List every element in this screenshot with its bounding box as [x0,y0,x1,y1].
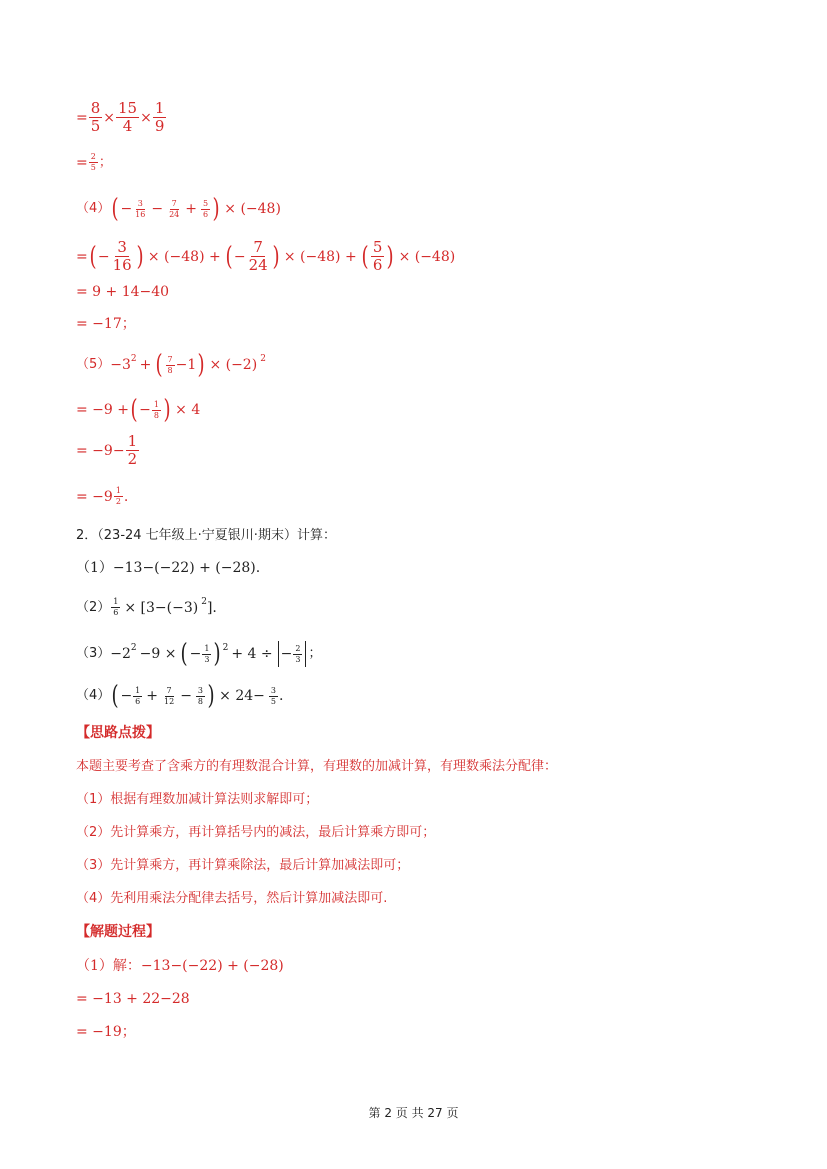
fraction: $\frac{7}{24}$ [169,198,180,219]
fraction: $\frac{15}{4}$ [118,99,138,135]
times-sign: × [103,109,116,126]
solution-line-2 [76,153,112,172]
fraction: $\frac{3}{16}$ [135,198,146,219]
expression-part: × [3−(−3) [124,599,199,616]
fraction: $\frac{8}{5}$ [90,99,101,135]
expression-tail: × (−2) [209,357,258,373]
expression-part: −1 [175,357,197,373]
solution-line-8 [76,434,140,467]
fraction: $\frac{1}{2}$ [127,432,138,468]
page-footer: 第 2 页 共 27 页 [368,1106,459,1120]
hint-item-2: （2）先计算乘方，再计算括号内的减法，最后计算乘方即可； [76,825,436,840]
expression-part: = −9 [76,488,113,505]
question-2-part-3: （3） −2 $^2$ −9 × ( − $\frac{1}{3}$ ) $^2$ + 4 ÷ − $\frac{2}{3}$ ； [76,639,322,669]
expression-part: = −9 + [76,402,129,418]
fraction: $\frac{1}{9}$ [154,99,165,135]
expression-tail: × (−48) [224,201,281,217]
part-label: （3） [76,646,111,661]
fraction: $\frac{7}{8}$ [167,354,173,375]
hint-intro: 本题主要考查了含乘方的有理数混合计算，有理数的加减计算，有理数乘法分配律： [76,759,558,774]
question-2-title: 2．（23-24 七年级上·宁夏银川·期末）计算： [76,528,336,543]
fraction: $\frac{2}{5}$ [90,152,96,172]
fraction: $\frac{1}{6}$ [113,597,119,617]
process-line-2: = −13 + 22−28 [76,991,190,1007]
fraction: $\frac{1}{3}$ [204,643,210,664]
expression-tail: × 4 [175,402,201,418]
expression-part: × (−48) [398,248,456,265]
fraction: $\frac{7}{24}$ [248,238,268,274]
expression-part: × (−48) + [147,248,221,265]
part-label: （4） [76,201,111,216]
expression-part: × (−48) + [283,248,357,265]
question-2-part-1: （1）−13−(−22) + (−28). [76,560,261,576]
hint-item-3: （3）先计算乘方，再计算乘除法，最后计算加减法即可； [76,858,410,873]
fraction: $\frac{2}{3}$ [295,643,301,664]
fraction: $\frac{3}{5}$ [270,685,276,706]
exponent: 2 [222,643,229,653]
punctuation: ； [98,154,112,170]
part-label: （4） [76,688,111,703]
expression-part: + 4 ÷ [231,646,273,662]
exponent: 2 [130,354,137,364]
punctuation: . [279,688,284,704]
expression-part: ]. [206,599,217,616]
part-label: （2） [76,599,111,615]
solution-line-5: = 9 + 14−40 [76,284,170,300]
fraction: $\frac{3}{16}$ [112,238,132,274]
question-2-part-4: （4） ( − $\frac{1}{6}$ + $\frac{7}{12}$ − $\frac{3}{8}$ ) × 24− $\frac{3}{5}$ . [76,681,284,711]
solution-part-5-problem: （5） −3 $^2$ + ( $\frac{7}{8}$ −1 ) × (−2) $^2$ [76,350,266,380]
part-label: （5） [76,357,111,372]
solution-line-1 [76,101,167,134]
fraction: $\frac{5}{6}$ [203,198,209,219]
fraction: $\frac{5}{6}$ [372,238,383,274]
solution-line-7: = −9 + ( − $\frac{1}{8}$ ) × 4 [76,395,201,425]
expression-part: −3 [110,357,131,373]
times-sign: × [140,109,152,126]
exponent: 2 [130,643,137,653]
solution-line-distribute: = ( − $\frac{3}{16}$ ) × (−48) + ( − $\frac{7}{24}$ ) × (−48) + ( $\frac{5}{6}$ ) × (−48) [76,238,456,274]
process-line-1: （1）解：−13−(−22) + (−28) [76,958,284,974]
hint-item-1: （1）根据有理数加减计算法则求解即可； [76,792,319,807]
exponent: 2 [201,596,207,607]
solution-part-4-problem: （4） ( − $\frac{3}{16}$ − $\frac{7}{24}$ + $\frac{5}{6}$ ) × (−48) [76,194,281,224]
process-heading: 【解题过程】 [76,924,160,940]
fraction: $\frac{3}{8}$ [197,685,204,706]
equals-sign: = [76,248,88,265]
hint-item-4: （4）先利用乘法分配律去括号，然后计算加减法即可. [76,891,388,906]
expression-part: = −9− [76,442,125,459]
fraction: $\frac{1}{8}$ [153,399,159,420]
fraction: $\frac{7}{12}$ [164,685,175,706]
equals-sign: = [76,154,88,171]
equals-sign: = [76,109,88,126]
expression-part: −2 [110,646,131,662]
punctuation: ； [308,646,322,661]
expression-part: −9 × [139,646,177,662]
expression-part: × 24− [219,688,265,704]
solution-line-9 [76,487,128,506]
process-line-3: = −19； [76,1024,136,1040]
question-2-part-2 [76,598,217,617]
fraction: $\frac{1}{6}$ [135,685,141,706]
plus-sign: + [139,357,152,373]
fraction: $\frac{1}{2}$ [115,486,121,506]
punctuation: . [123,488,129,505]
hint-heading: 【思路点拨】 [76,725,160,741]
exponent: 2 [260,354,266,364]
solution-line-6: = −17； [76,316,136,332]
